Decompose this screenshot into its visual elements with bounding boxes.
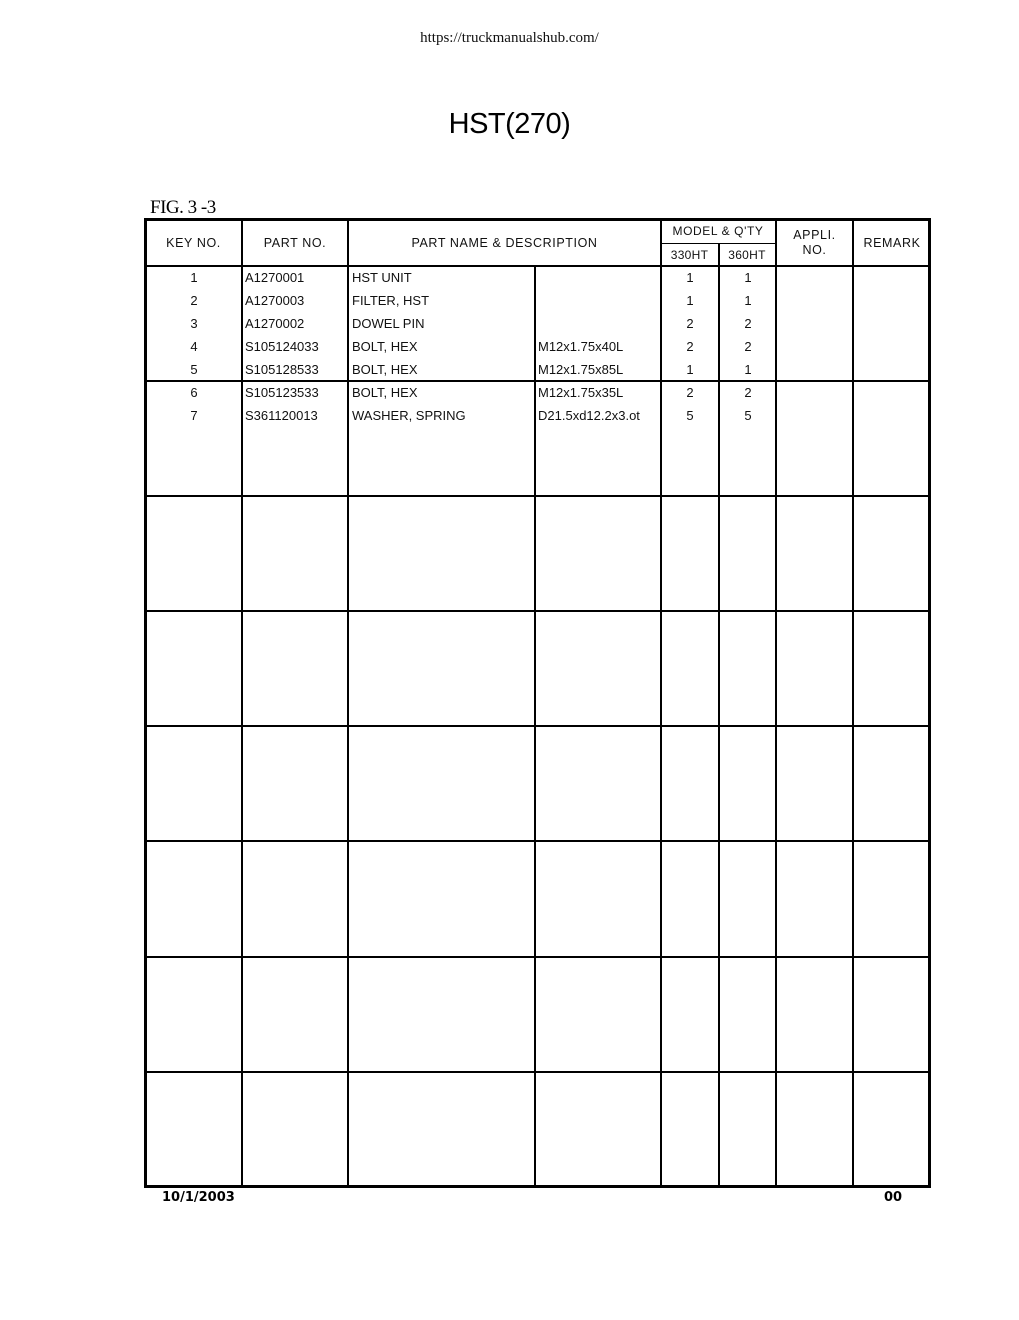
row-qty-360ht: 1 bbox=[744, 362, 752, 377]
source-url[interactable]: https://truckmanualshub.com/ bbox=[420, 30, 599, 46]
header-key-no: KEY NO. bbox=[166, 236, 221, 250]
col-divider-part bbox=[347, 219, 349, 1187]
row-qty-330ht: 2 bbox=[686, 385, 694, 400]
row-part-name: WASHER, SPRING bbox=[352, 408, 466, 423]
figure-label: FIG. 3 -3 bbox=[150, 197, 216, 218]
row-qty-360ht: 1 bbox=[744, 270, 752, 285]
header-part-name: PART NAME & DESCRIPTION bbox=[411, 236, 598, 250]
row-part-no: A1270003 bbox=[245, 293, 305, 308]
row-qty-330ht: 1 bbox=[686, 362, 694, 377]
row-qty-330ht: 5 bbox=[686, 408, 694, 423]
row-part-no: A1270002 bbox=[245, 316, 305, 331]
col-divider-appli bbox=[852, 219, 854, 1187]
row-group-line bbox=[145, 840, 930, 842]
header-model-qty: MODEL & Q'TY bbox=[672, 224, 764, 238]
row-group-line bbox=[145, 495, 930, 497]
row-spec: M12x1.75x40L bbox=[538, 339, 624, 354]
row-qty-330ht: 1 bbox=[686, 270, 694, 285]
row-key-no: 1 bbox=[190, 270, 198, 285]
model-subheader-line bbox=[661, 243, 775, 244]
footer-page-code: 00 bbox=[884, 1190, 903, 1205]
row-part-no: S105128533 bbox=[245, 362, 319, 377]
row-part-no: A1270001 bbox=[245, 270, 305, 285]
header-model-360ht: 360HT bbox=[728, 248, 766, 262]
row-qty-360ht: 2 bbox=[744, 385, 752, 400]
row-spec: M12x1.75x35L bbox=[538, 385, 624, 400]
row-part-name: BOLT, HEX bbox=[352, 362, 418, 377]
row-key-no: 5 bbox=[190, 362, 198, 377]
row-qty-360ht: 1 bbox=[744, 293, 752, 308]
row-part-name: BOLT, HEX bbox=[352, 339, 418, 354]
row-part-name: HST UNIT bbox=[352, 270, 412, 285]
row-part-name: BOLT, HEX bbox=[352, 385, 418, 400]
row-key-no: 6 bbox=[190, 385, 198, 400]
row-key-no: 7 bbox=[190, 408, 198, 423]
row-spec: M12x1.75x85L bbox=[538, 362, 624, 377]
row-part-no: S105124033 bbox=[245, 339, 319, 354]
row-part-no: S361120013 bbox=[245, 408, 318, 423]
row-group-line bbox=[145, 380, 930, 382]
row-group-line bbox=[145, 1071, 930, 1073]
row-part-name: DOWEL PIN bbox=[352, 316, 425, 331]
header-bottom-line bbox=[145, 265, 930, 267]
row-group-line bbox=[145, 725, 930, 727]
row-qty-330ht: 1 bbox=[686, 293, 694, 308]
header-part-no: PART NO. bbox=[263, 236, 327, 250]
row-qty-330ht: 2 bbox=[686, 316, 694, 331]
row-qty-360ht: 2 bbox=[744, 316, 752, 331]
row-part-name: FILTER, HST bbox=[352, 293, 430, 308]
row-key-no: 4 bbox=[190, 339, 198, 354]
row-qty-360ht: 5 bbox=[744, 408, 752, 423]
row-key-no: 2 bbox=[190, 293, 198, 308]
row-group-line bbox=[145, 956, 930, 958]
page-title: HST(270) bbox=[448, 108, 571, 140]
header-appli-no: APPLI. NO. bbox=[793, 228, 836, 257]
row-qty-360ht: 2 bbox=[744, 339, 752, 354]
header-model-330ht: 330HT bbox=[670, 248, 709, 262]
row-group-line bbox=[145, 610, 930, 612]
header-remark: REMARK bbox=[863, 236, 921, 250]
row-qty-330ht: 2 bbox=[686, 339, 694, 354]
row-key-no: 3 bbox=[190, 316, 198, 331]
row-part-no: S105123533 bbox=[245, 385, 319, 400]
footer-date: 10/1/2003 bbox=[162, 1190, 235, 1205]
row-spec: D21.5xd12.2x3.ot bbox=[538, 408, 640, 423]
